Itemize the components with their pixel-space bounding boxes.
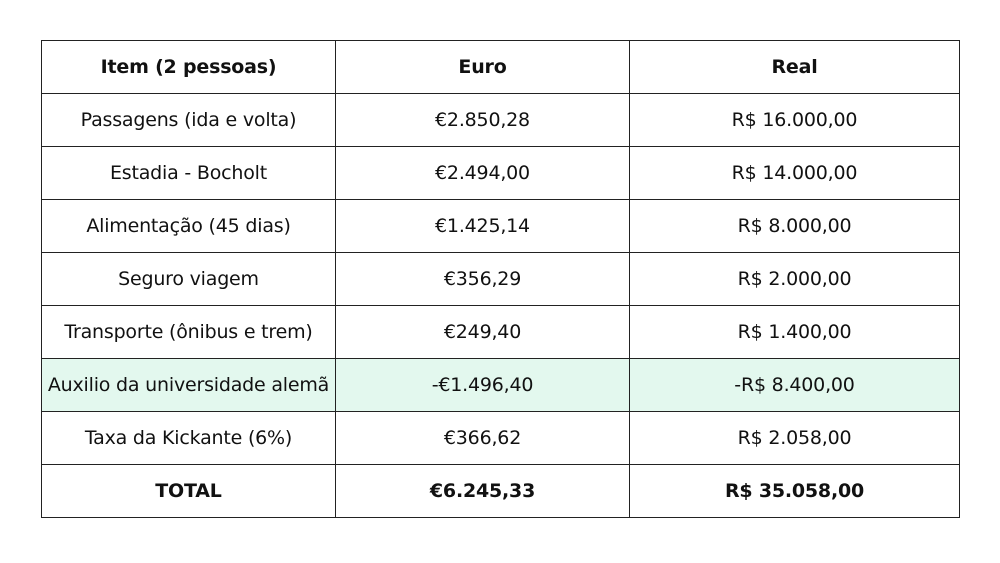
row-real: R$ 1.400,00 (630, 306, 960, 359)
row-euro: €249,40 (336, 306, 630, 359)
row-real: -R$ 8.400,00 (630, 359, 960, 412)
header-real: Real (630, 41, 960, 94)
table-header-row (42, 41, 960, 94)
row-euro: €2.850,28 (336, 94, 630, 147)
row-real: R$ 14.000,00 (630, 147, 960, 200)
table-total-row (42, 465, 960, 518)
row-item: Taxa da Kickante (6%) (42, 412, 336, 465)
row-real: R$ 8.000,00 (630, 200, 960, 253)
row-euro: €356,29 (336, 253, 630, 306)
total-label: TOTAL (42, 465, 336, 518)
row-real: R$ 2.058,00 (630, 412, 960, 465)
row-euro: €2.494,00 (336, 147, 630, 200)
row-item: Transporte (ônibus e trem) (42, 306, 336, 359)
cost-table-container (41, 40, 959, 518)
row-euro: €1.425,14 (336, 200, 630, 253)
row-euro: €366,62 (336, 412, 630, 465)
row-item: Alimentação (45 dias) (42, 200, 336, 253)
row-item: Seguro viagem (42, 253, 336, 306)
total-real: R$ 35.058,00 (630, 465, 960, 518)
header-euro: Euro (336, 41, 630, 94)
table-row (42, 200, 960, 253)
row-real: R$ 2.000,00 (630, 253, 960, 306)
table-row (42, 147, 960, 200)
header-item: Item (2 pessoas) (42, 41, 336, 94)
table-row (42, 253, 960, 306)
table-row-highlighted (42, 359, 960, 412)
cost-table (41, 40, 960, 518)
table-row (42, 94, 960, 147)
row-item: Estadia - Bocholt (42, 147, 336, 200)
row-item: Auxilio da universidade alemã (42, 359, 336, 412)
table-row (42, 412, 960, 465)
row-real: R$ 16.000,00 (630, 94, 960, 147)
row-item: Passagens (ida e volta) (42, 94, 336, 147)
table-row (42, 306, 960, 359)
total-euro: €6.245,33 (336, 465, 630, 518)
row-euro: -€1.496,40 (336, 359, 630, 412)
